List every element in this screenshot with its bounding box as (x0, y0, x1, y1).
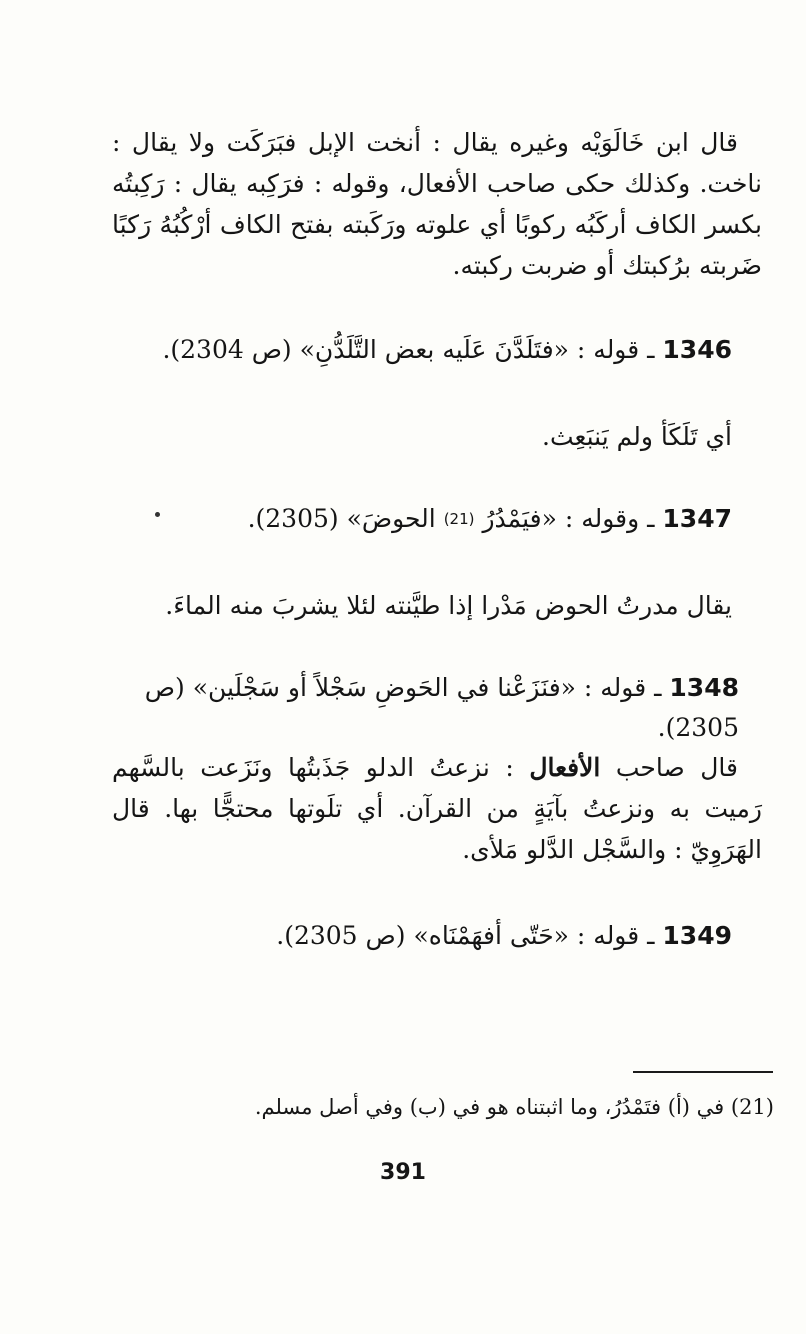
entry-1348 (99, 668, 739, 748)
entry-text: ـ قوله : «فتَلَدَّنَ عَلَيه بعض التَّلَدُّنِ» (ص 2304). (162, 335, 655, 364)
entry-text-before-reference: ـ وقوله : «فيَمْدُرُ (482, 504, 655, 533)
footnote-separator (633, 1071, 773, 1073)
footnote (74, 1090, 774, 1124)
entry-number: 1347 (662, 504, 732, 533)
paragraph-text: أي تَلَكَأ ولم يَنبَعِث. (542, 422, 732, 451)
paragraph-text: قال ابن خَالَوَيْه وغيره يقال : أنخت الإبل فبَرَكَت ولا يقال : ناخت. وكذلك حكى صاحب الأفعال، وقوله : فرَكِبه يقال : رَكِبتُه بكسر الكاف أركَبُه ركوبًا أي علوته ورَكَبته بفتح الكاف أرْكُبُهُ رَكبًا ضَربته برُكبتك أو ضربت ركبته. (112, 128, 762, 280)
paragraph-madar (92, 586, 732, 626)
paragraph-lead: قال صاحب (615, 753, 738, 782)
entry-1349 (92, 916, 732, 956)
footnote-text: (21) في (أ) فتَمْدُرُ، وما اثبتناه هو في (ب) وفي أصل مسلم. (254, 1095, 774, 1119)
entry-number: 1349 (662, 921, 732, 950)
entry-number: 1348 (669, 673, 739, 702)
bold-source-name: الأفعال (529, 753, 601, 782)
page-number: 391 (380, 1160, 426, 1185)
entry-text: ـ قوله : «حَتّى أفهَمْنَاه» (ص 2305). (276, 921, 655, 950)
entry-number: 1346 (662, 335, 732, 364)
entry-text: ـ قوله : «فنَزَعْنا في الحَوضِ سَجْلاً أو سَجْلَين» (ص 2305). (144, 673, 739, 742)
paragraph-afal-definition (112, 747, 762, 870)
paragraph-khalawayh (112, 122, 762, 286)
paragraph-text: : نزعتُ الدلو جَذَبتُها ونَزَعت بالسَّهم رَميت به ونزعتُ بآيَةٍ من القرآن. أي تلَوتها محتجًّا بها. قال الهَرَوِيّ : والسَّجْل الدَّلو مَلأى. (112, 753, 762, 864)
entry-1346 (92, 330, 732, 370)
footnote-reference: (21) (443, 510, 475, 528)
paragraph-talakka (92, 417, 732, 457)
paragraph-text: يقال مدرتُ الحوض مَدْرا إذا طيَّنته لئلا يشربَ منه الماءَ. (165, 591, 732, 620)
entry-1347 (92, 499, 732, 539)
entry-text-after-reference: الحوضَ» (2305). (247, 504, 436, 533)
